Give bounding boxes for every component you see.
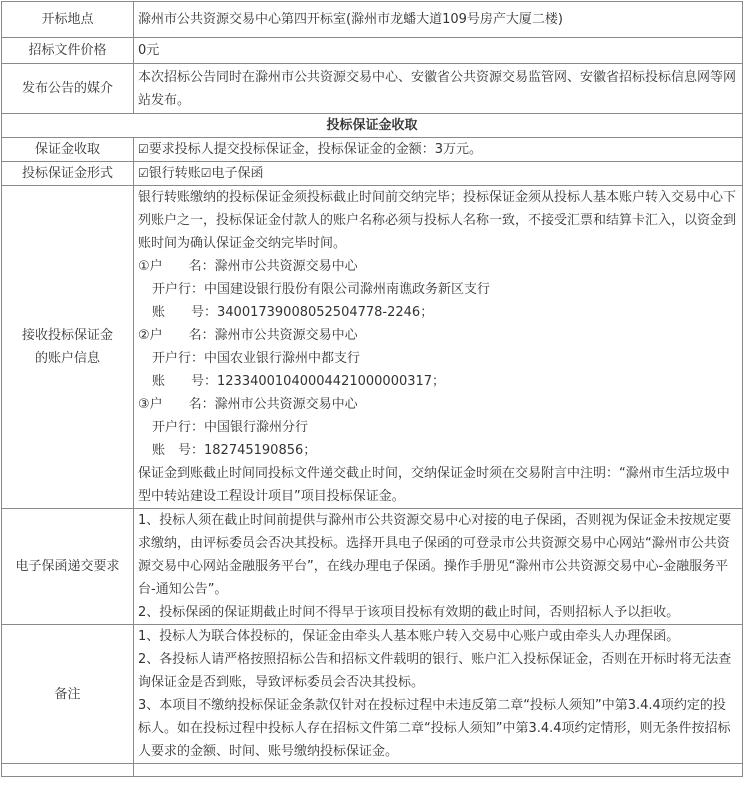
account-label-line1: 接收投标保证金 [21, 328, 113, 343]
account-2-bank: 开户行：中国农业银行滁州中都支行 [152, 351, 361, 366]
account-2-name: ②户 名：滁州市公共资源交易中心 [138, 328, 358, 343]
account-label [2, 186, 134, 509]
account-3-number: 账 号：182745190856； [152, 443, 317, 458]
table-row [2, 162, 743, 186]
table-row [2, 64, 743, 114]
account-2-number: 账 号：12334001040004421000000317； [152, 374, 446, 389]
table-row [2, 38, 743, 64]
account-intro: 银行转账缴纳的投标保证金须投标截止时间前交纳完毕；投标保证金须从投标人基本账户转入交易中心下列账户之一，投标保证金付款人的账户名称必须与投标人名称一致，不接受汇票和结算卡汇入，以资金到账时间为确认保证金交纳完毕时间。 [138, 190, 737, 251]
remarks-paragraph-2: 2、各投标人请严格按照招标公告和招标文件载明的银行、账户汇入投标保证金，否则在开标时将无法查询保证金是否到账，导致评标委员会否决其投标。 [138, 652, 732, 690]
remarks-paragraph-3: 3、本项目不缴纳投标保证金条款仅针对在投标过程中未违反第二章“投标人须知”中第3.4.4项约定的投标人。如在投标过程中投标人存在招标文件第二章“投标人须知”中第3.4.4项约定情形，则无条件按招标人要求的金额、时间、账号缴纳投标保证金。 [138, 698, 731, 759]
tender-info-table [1, 1, 743, 777]
guarantee-label: 电子保函递交要求 [2, 509, 134, 625]
deposit-form-cell [134, 162, 743, 186]
guarantee-paragraph-1: 1、投标人须在截止时间前提供与滁州市公共资源交易中心对接的电子保函，否则视为保证金未按规定要求缴纳，由评标委员会否决其投标。选择开具电子保函的可登录市公共资源交易中心网站“滁州市公共资源交易中心网站金融服务平台”，在线办理电子保函。操作手册见“滁州市公共资源交易中心-金融服务平台-通知公告”。 [138, 513, 732, 597]
table-row [2, 2, 743, 38]
account-1-bank: 开户行：中国建设银行股份有限公司滁州南谯政务新区支行 [152, 282, 491, 297]
deposit-collect-label: 保证金收取 [2, 138, 134, 162]
account-1-number: 账 号：34001739008052504778-2246； [152, 305, 434, 320]
table-row [2, 138, 743, 162]
table-row [2, 625, 743, 764]
account-label-line2: 的账户信息 [34, 351, 100, 366]
account-1-name: ①户 名：滁州市公共资源交易中心 [138, 259, 358, 274]
checked-box-icon: ☑ [138, 166, 149, 180]
account-note: 保证金到账截止时间同投标文件递交截止时间，交纳保证金时须在交易附言中注明：“滁州市生活垃圾中型中转站建设工程设计项目”项目投标保证金。 [138, 466, 730, 504]
deposit-form-option-guarantee: 电子保函 [211, 166, 264, 181]
remarks-label: 备注 [2, 625, 134, 764]
account-3-name: ③户 名：滁州市公共资源交易中心 [138, 397, 358, 412]
media-value: 本次招标公告同时在滁州市公共资源交易中心、安徽省公共资源交易监管网、安徽省招标投标信息网等网站发布。 [134, 64, 743, 114]
section-title: 投标保证金收取 [2, 114, 743, 138]
deposit-collect-value: 要求投标人提交投标保证金，投标保证金的金额：3万元。 [148, 142, 483, 157]
checked-box-icon: ☑ [138, 142, 149, 156]
remarks-paragraph-1: 1、投标人为联合体投标的，保证金由牵头人基本账户转入交易中心账户或由牵头人办理保函。 [138, 629, 680, 644]
table-row [2, 186, 743, 509]
guarantee-paragraph-2: 2、投标保函的保证期截止时间不得早于该项目投标有效期的截止时间，否则招标人予以拒收。 [138, 605, 680, 620]
doc-price-label: 招标文件价格 [2, 38, 134, 64]
venue-value: 滁州市公共资源交易中心第四开标室(滁州市龙蟠大道109号房产大厦二楼) [134, 2, 743, 38]
deposit-collect-cell [134, 138, 743, 162]
account-3-bank: 开户行：中国银行滁州分行 [152, 420, 309, 435]
deposit-form-option-bank: 银行转账 [148, 166, 201, 181]
checked-box-icon: ☑ [200, 166, 212, 180]
deposit-form-label: 投标保证金形式 [2, 162, 134, 186]
venue-label: 开标地点 [2, 2, 134, 38]
guarantee-cell [134, 509, 743, 625]
media-label: 发布公告的媒介 [2, 64, 134, 114]
account-info-cell [134, 186, 743, 509]
empty-cell [134, 764, 743, 777]
table-row [2, 114, 743, 138]
remarks-cell [134, 625, 743, 764]
empty-cell [2, 764, 134, 777]
table-row [2, 764, 743, 777]
table-row [2, 509, 743, 625]
doc-price-value: 0元 [134, 38, 743, 64]
